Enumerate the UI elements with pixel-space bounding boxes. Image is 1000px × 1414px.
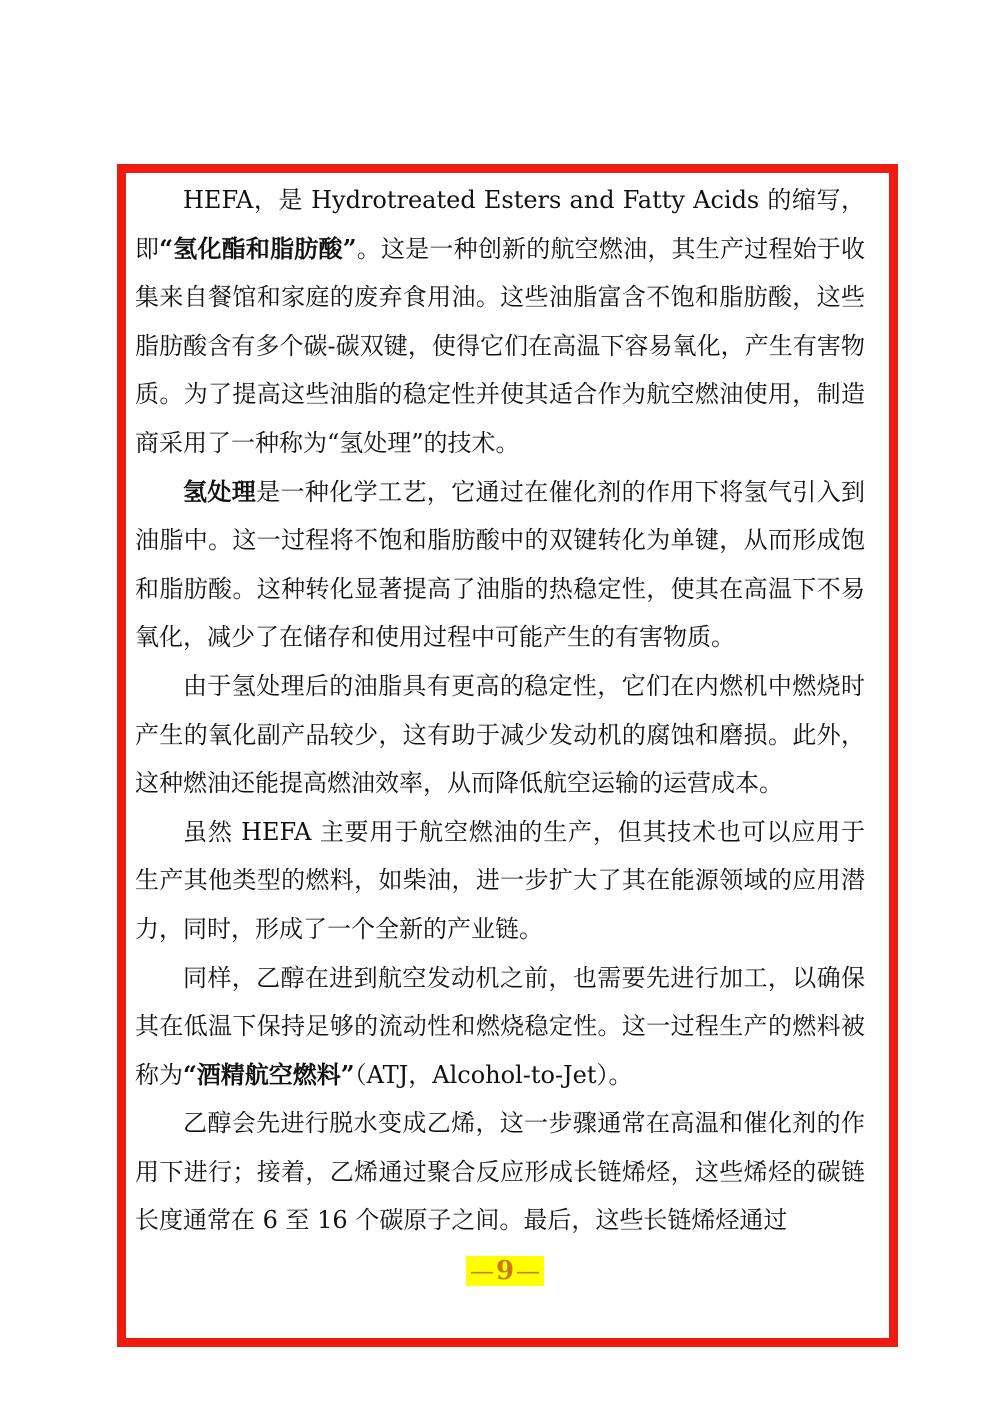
- document-body: [135, 176, 865, 1245]
- page-number: [466, 1256, 544, 1286]
- paragraph-stability: 由于氢处理后的油脂具有更高的稳定性，它们在内燃机中燃烧时产生的氧化副产品较少，这有助于减少发动机的腐蚀和磨损。此外，这种燃油还能提高燃油效率，从而降低航空运输的运营成本。: [135, 671, 865, 798]
- paragraph-hydrotreating: [135, 468, 865, 662]
- paragraph-other-fuels: 虽然 HEFA 主要用于航空燃油的生产，但其技术也可以应用于生产其他类型的燃料，如柴油，进一步扩大了其在能源领域的应用潜力，同时，形成了一个全新的产业链。: [135, 817, 865, 943]
- paragraph-atj: [135, 954, 865, 1100]
- bold-term-atj: “酒精航空燃料”: [183, 1059, 355, 1089]
- page-number-dash-left: —: [469, 1257, 494, 1285]
- bold-term-hefa: “氢化酯和脂肪酸”: [159, 233, 357, 263]
- paragraph-ethanol-process: 乙醇会先进行脱水变成乙烯，这一步骤通常在高温和催化剂的作用下进行；接着，乙烯通过聚合反应形成长链烯烃，这些烯烃的碳链长度通常在 6 至 16 个碳原子之间。最后，这些长链烯烃通过: [135, 1109, 865, 1235]
- paragraph-text: 是一种化学工艺，它通过在催化剂的作用下将氢气引入到油脂中。这一过程将不饱和脂肪酸中的双键转化为单键，从而形成饱和脂肪酸。这种转化显著提高了油脂的热稳定性，使其在高温下不易氧化，减少了在储存和使用过程中可能产生的有害物质。: [135, 477, 866, 652]
- paragraph-text: 同样，乙醇在进到航空发动机之前，也需要先进行加工，以确保其在低温下保持足够的流动性和燃烧稳定性。这一过程生产的燃料被称为: [135, 963, 865, 1089]
- bold-term-hydrotreating: 氢处理: [183, 476, 257, 506]
- page-number-value: 9: [495, 1256, 515, 1286]
- paragraph-text: HEFA，是 Hydrotreated Esters and Fatty Acids 的缩写，即: [135, 186, 865, 263]
- page-number-dash-right: —: [516, 1257, 541, 1285]
- paragraph-text: 。这是一种创新的航空燃油，其生产过程始于收集来自餐馆和家庭的废弃食用油。这些油脂富含不饱和脂肪酸，这些脂肪酸含有多个碳-碳双键，使得它们在高温下容易氧化，产生有害物质。为了提高这些油脂的稳定性并使其适合作为航空燃油使用，制造商采用了一种称为“氢处理”的技术。: [135, 234, 866, 457]
- paragraph-hefa-intro: [135, 176, 865, 468]
- paragraph-text: （ATJ，Alcohol-to-Jet）。: [354, 1060, 633, 1089]
